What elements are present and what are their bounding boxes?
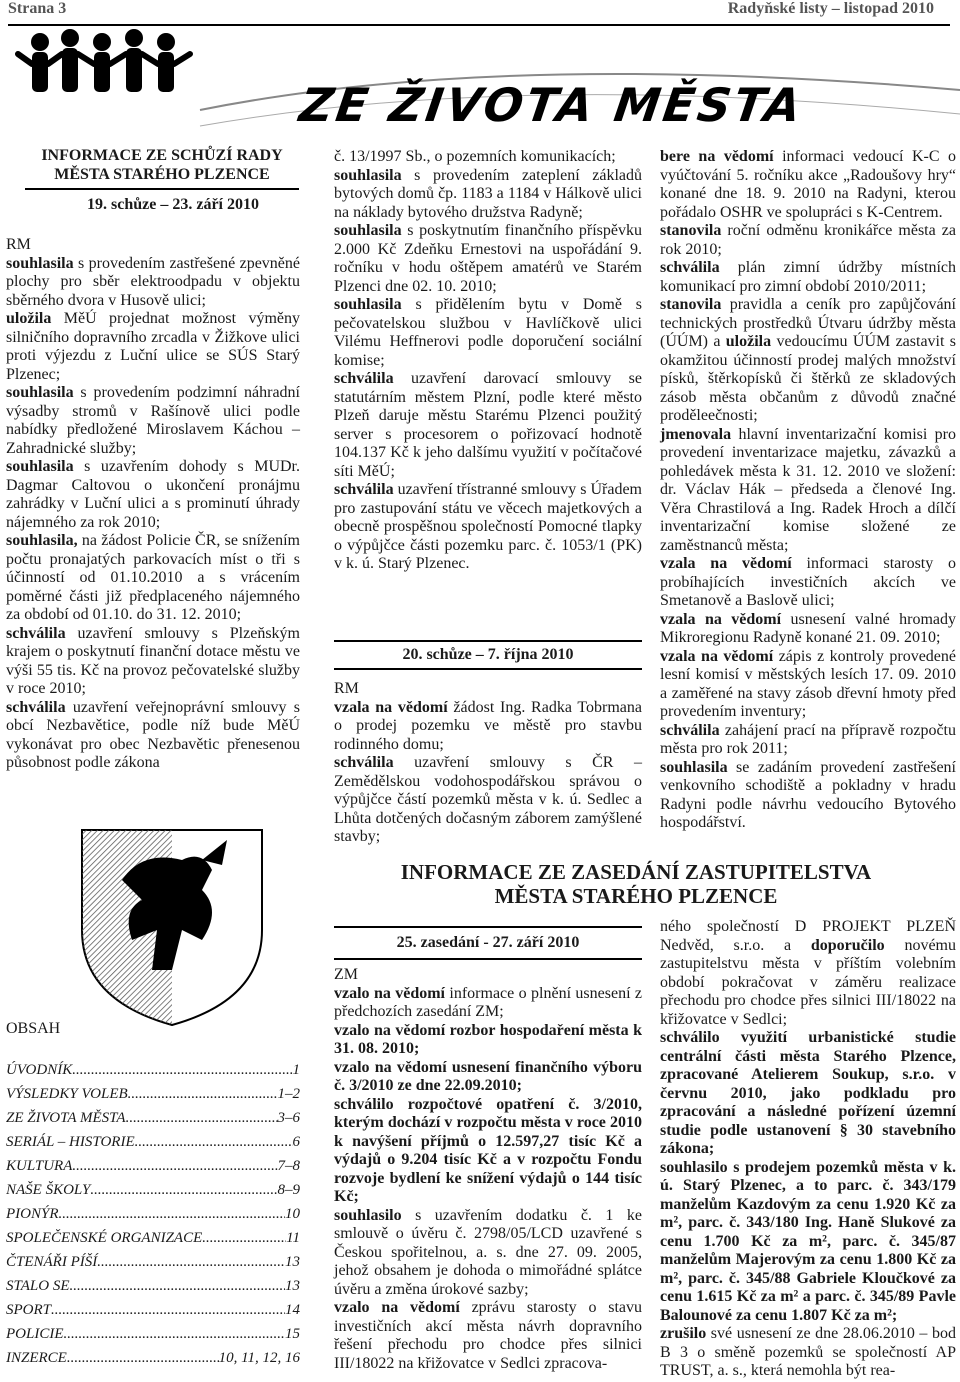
paragraph: vzalo na vědomí zprávu starosty o stavu investičních akcí města návrh dopravního řešení přechodu pro chodce přes silnici III/18022 na křižovatce v Sedlci zpracova- <box>334 1299 643 1372</box>
toc-heading: OBSAH <box>6 1020 61 1037</box>
paragraph: schválila zahájení prací na přípravě rozpočtu města pro rok 2011; <box>660 721 956 757</box>
assembly-heading-line-2: MĚSTA STARÉHO PLZENCE <box>494 884 778 908</box>
paragraph: stanovila pravidla a ceník pro zapůjčování technických prostředků Útvaru údržby města (ÚÚM) a uložila vedoucímu ÚÚM zastavit s okamžitou účinností prodej malých množství písků, štěrkopísků či štěrků ze skladových zásob města občanům z důvodů značné proděleečnosti; <box>660 296 957 424</box>
paragraph: schválilo využití urbanistické studie centrální části města Starého Plzence, zpracované Atelierem Soukup, s.r.o. v červnu 2010, jako podkladu pro zpracování a následné pořízení územní studie podle ustanovení § 30 stavebního zákona; <box>660 1029 956 1157</box>
col1-text <box>6 236 300 773</box>
toc-item[interactable]: NAŠE ŠKOLY ..... 8–9 <box>6 1178 300 1202</box>
toc-item[interactable]: PIONÝR ..... 10 <box>6 1202 300 1226</box>
paragraph: ného společností D PROJEKT PLZEŇ Nedvěd, s.r.o. a doporučilo novému zastupitelstvu města v příštím volebním období pokračovat v záměru realizace přechodu pro chodce přes silnici III/18022 na křižovatce v Sedlci; <box>660 918 956 1028</box>
paragraph: č. 13/1997 Sb., o pozemních komunikacích; <box>334 148 616 165</box>
paragraph: vzalo na vědomí usnesení finančního výboru č. 3/2010 ze dne 22.09.2010; <box>334 1058 642 1094</box>
paragraph: souhlasila s provedením zastřešené zpevněné plochy pro sběr elektroodpadu v objektu sběrného dvora v Husově ulici; <box>6 254 300 309</box>
paragraph: souhlasila s poskytnutím finančního příspěvku 2.000 Kč Zdeňku Ernestovi na uspořádání 9. ročníku v hodu oštěpem amatérů ve Starém Plzenci dne 02. 10. 2010; <box>334 222 642 295</box>
col3-text <box>660 148 956 833</box>
toc-item[interactable]: VÝSLEDKY VOLEB ..... 1–2 <box>6 1082 300 1106</box>
paragraph: souhlasilo s uzavřením dodatku č. 1 ke smlouvě o úvěru č. 2798/05/LCD uzavřené s Českou spořitelnou, a. s. dne 27. 09. 2005, jehož obsahem je dohoda o mimořádné splátce úvěru a změna úrokové sazby; <box>334 1206 642 1298</box>
paragraph: vzala na vědomí zápis z kontroly provedené lesní komisí v městských lesích 17. 09. 2010 a zaměřené na stavy zásob dřevní hmoty před provedením inventury; <box>660 647 956 720</box>
paragraph: schválila uzavření třístranné smlouvy s Úřadem pro zastupování státu ve věcech majetkových a obecně prospěšnou společností Pomocné tlapky o výpůjčce části pozemku parc. č. 1053/1 (PK) v k. ú. Starý Plzenec. <box>334 481 642 572</box>
paragraph: schválila plán zimní údržby místních komunikací pro zimní období 2010/2011; <box>660 259 956 295</box>
paragraph: schválila uzavření veřejnoprávní smlouvy s obcí Nezbavětice, podle níž bude MěÚ vykonávat pro obec Nezbavětic přenesenou působnost podle zákona <box>6 698 300 771</box>
toc-item[interactable]: STALO SE ..... 13 <box>6 1274 300 1298</box>
paragraph: jmenovala hlavní inventarizační komisi pro provedení inventarizace majetku, závazků a pohledávek města k 31. 12. 2010 ve složení: dr. Václav Hák – předseda a členové Ing. Věra Chrastilová a Ing. Radek Hroch a dílčí inventarizační komise složené ze zaměstnanců města; <box>660 425 956 554</box>
paragraph: schválila uzavření smlouvy s Plzeňským krajem o poskytnutí finanční dotace městu ve výši 55 tis. Kč na provoz pečovatelské služby v roce 2010; <box>6 624 300 697</box>
council-info-heading <box>25 146 299 230</box>
paragraph: bere na vědomí informaci vedoucí K-C o vyúčtování 5. ročníku akce „Radoušovy hry“ konané dne 18. 9. 2010 na Radyni, kterou pořádalo OSHR ve spolupráci s K-Centrem. <box>660 148 956 221</box>
toc-item[interactable]: SPORT ..... 14 <box>6 1298 300 1322</box>
paragraph: souhlasila se zadáním provedení zastřešení venkovního schodiště a pokladny v hradu Radyni podle návrhu vedoucího Bytového hospodářství. <box>660 758 956 831</box>
page-number: Strana 3 <box>8 0 67 17</box>
paragraph: souhlasila, na žádost Policie ČR, se snížením počtu pronajatých parkovacích míst o tři s účinností od 01.10.2010 a s vrácením poměrné části již předplaceného nájemného za období od 01.10. do 31. 12. 2010; <box>6 532 300 623</box>
heading-rule <box>25 188 299 190</box>
paragraph: ZM <box>334 966 358 983</box>
town-crest-icon <box>62 820 282 1030</box>
meeting-20-heading: 20. schůze – 7. října 2010 <box>334 640 642 670</box>
table-of-contents <box>6 1058 300 1370</box>
banner-title: ZE ŽIVOTA MĚSTA <box>296 78 808 132</box>
issue-title: Radyňské listy – listopad 2010 <box>727 0 934 17</box>
paragraph: souhlasila s přidělením bytu v Domě s pečovatelskou službou v Havlíčkově ulici Vilému Heffnerovi podle doporučení sociální komise; <box>334 296 642 369</box>
toc-item[interactable]: POLICIE ..... 15 <box>6 1322 300 1346</box>
paragraph: vzala na vědomí usnesení valné hromady Mikroregionu Radyně konané 21. 09. 2010; <box>660 610 957 646</box>
paragraph: vzalo na vědomí rozbor hospodaření města k 31. 08. 2010; <box>334 1021 642 1057</box>
paragraph: RM <box>334 680 359 697</box>
paragraph: souhlasila s provedením zateplení základů bytových domů čp. 1183 a 1184 v Hálkově ulici na náklady bytového družstva Radyně; <box>334 166 642 221</box>
paragraph: stanovila roční odměnu kronikářce města za rok 2010; <box>660 222 956 258</box>
paragraph: uložila MěÚ projednat možnost výměny silničního dopravního zrcadla v Žižkove ulici proti výjezdu z Luční ulice se SÚS Starý Plzenec; <box>6 310 300 383</box>
paragraph: schválilo rozpočtové opatření č. 3/2010, kterým dochází v rozpočtu města v roce 2010 k navýšení příjmů o 12.597,27 tisíc Kč a výdajů o 9.204 tisíc Kč a v rozpočtu Fondu rozvoje bydlení ke snížení výdajů o 144 tisíc Kč; <box>334 1095 642 1205</box>
paragraph: vzala na vědomí žádost Ing. Radka Tobrmana o prodej pozemku ve městě pro stavbu rodinného domu; <box>334 698 642 753</box>
col2-text-2 <box>334 680 642 847</box>
paragraph: schválila uzavření smlouvy s ČR – Zemědělskou vodohospodářskou správou o výpůjčce částí pozemků města v k. ú. Sedlec a Lhůta dotčených dočasným záborem zamýšlené stavby; <box>334 754 642 845</box>
toc-item[interactable]: INZERCE ..... 10, 11, 12, 16 <box>6 1346 300 1370</box>
toc-item[interactable]: ÚVODNÍK ..... 1 <box>6 1058 300 1082</box>
col2-text <box>334 148 642 574</box>
toc-item[interactable]: ČTENÁŘI PÍŠÍ ..... 13 <box>6 1250 300 1274</box>
paragraph: schválila uzavření darovací smlouvy se statutárním městem Plzní, podle které město Plzeň daruje městu Starému Plzenci použitý server s procesorem o pořizovací hodnotě 104.137 Kč k jeho dalšímu využití v počítačové síti MěÚ; <box>334 370 642 480</box>
paragraph: souhlasilo s prodejem pozemků města v k. ú. Starý Plzenec, a to parc. č. 343/179 manželům Kazdovým za cenu 1.920 Kč za m², parc. č. 343/180 Ing. Haně Slukové za cenu 1.700 Kč za m², parc. č. 345/87 manželům Majerovým za cenu 1.800 Kč za m², parc. č. 345/88 Gabriele Kloučkové za cenu 1.615 Kč za m² a parc. č. 345/89 Pavle Balounové za cenu 1.807 Kč za m²; <box>660 1158 956 1324</box>
assembly-25-heading: 25. zasedání - 27. září 2010 <box>334 926 642 960</box>
paragraph: RM <box>6 236 31 253</box>
heading-line-1: INFORMACE ZE SCHŮZÍ RADY <box>41 147 283 164</box>
assembly-info-heading <box>336 860 936 908</box>
toc-item[interactable]: SERIÁL – HISTORIE ..... 6 <box>6 1130 300 1154</box>
paragraph: vzalo na vědomí informace o plnění usnesení z předchozích zasedání ZM; <box>334 984 642 1020</box>
paragraph: zrušilo své usnesení ze dne 28.06.2010 – bod B 3 o směně pozemků se společností AP TRUST, a. s., která nemohla být rea- <box>660 1325 956 1379</box>
paragraph: souhlasila s provedením podzimní náhradní výsadby stromů v Rašínově ulici podle nabídky předložené Miroslavem Káchou – Zahradnické služby; <box>6 384 300 457</box>
heading-line-2: MĚSTA STARÉHO PLZENCE <box>54 166 270 183</box>
paragraph: souhlasila s uzavřením dohody s MUDr. Dagmar Caltovou o ukončení pronájmu zahrádky v Luční ulici a s prominutí úhrady nájemného za rok 2010; <box>6 458 300 531</box>
toc-item[interactable]: KULTURA ..... 7–8 <box>6 1154 300 1178</box>
meeting-19-date: 19. schůze – 23. září 2010 <box>87 196 259 213</box>
assembly-col-b <box>660 918 956 1381</box>
assembly-heading-line-1: INFORMACE ZE ZASEDÁNÍ ZASTUPITELSTVA <box>400 860 872 884</box>
section-banner <box>0 30 960 140</box>
assembly-col-a <box>334 966 642 1373</box>
toc-item[interactable]: ZE ŽIVOTA MĚSTA ..... 3–6 <box>6 1106 300 1130</box>
toc-item[interactable]: SPOLEČENSKÉ ORGANIZACE ..... 11 <box>6 1226 300 1250</box>
paragraph: vzala na vědomí informaci starosty o probíhajících investičních akcích ve Smetanově a Baslově ulici; <box>660 555 957 609</box>
